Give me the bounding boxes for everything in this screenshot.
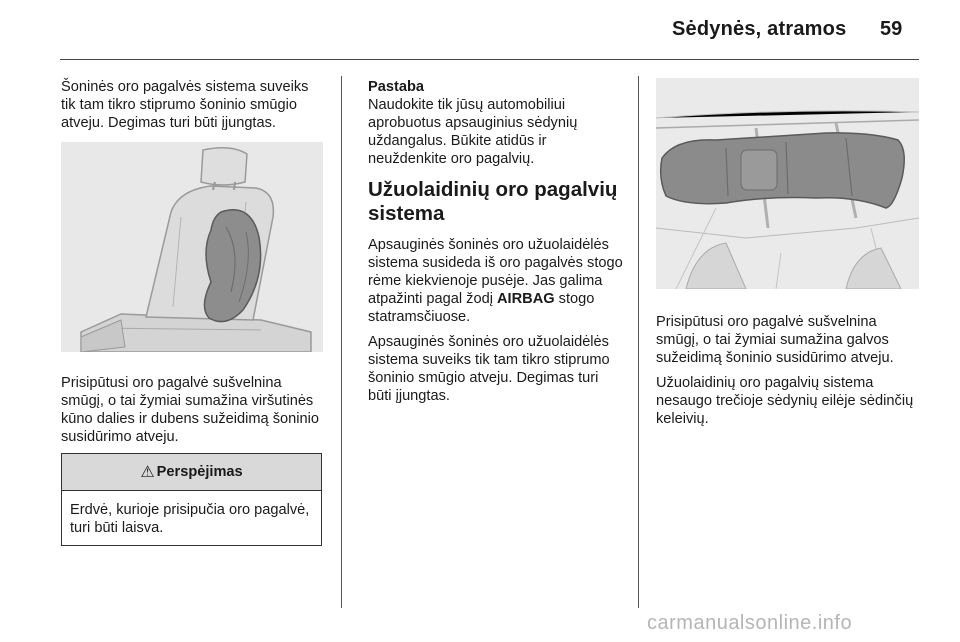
side-airbag-illustration — [61, 142, 323, 352]
intro-paragraph: Šoninės oro pagalvės sistema suveiks tik tam tikro stiprumo šoninio smūgio atveju. Degimas turi būti įjungtas. — [61, 79, 309, 131]
description-text: Apsauginės šoninės oro užuolaidėlės sistema susideda iš oro pagalvės stogo rėme kiekvienoje pusėje. Jas galima atpažinti pagal žodį — [368, 237, 623, 307]
header-divider — [60, 59, 919, 60]
note-text: Naudokite tik jūsų automobiliui aprobuotus apsauginius sėdynių uždangalus. Būkite atidūs ir neuždenkite oro pagalvių. — [368, 97, 578, 167]
column-right — [656, 78, 922, 435]
warning-triangle-icon: ⚠ — [140, 464, 155, 481]
figure-caption: Prisipūtusi oro pagalvė sušvelnina smūgį, o tai žymiai sumažina galvos sužeidimą šoninio susidūrimo atveju. — [656, 314, 894, 366]
curtain-airbag-activation: Apsauginės šoninės oro užuolaidėlės sistema suveiks tik tam tikro stiprumo šoninio smūgio atveju. Degimas turi būti įjungtas. — [368, 334, 610, 404]
column-divider — [638, 76, 639, 608]
warning-body — [62, 491, 321, 545]
page-number: 59 — [880, 18, 903, 40]
warning-text: Erdvė, kurioje prisipučia oro pagalvė, turi būti laisva. — [70, 502, 310, 536]
figure-caption: Prisipūtusi oro pagalvė sušvelnina smūgį, o tai žymiai sumažina viršutinės kūno dalies ir dubens sužeidimą šoninio susidūrimo atveju. — [61, 375, 319, 445]
warning-box — [61, 453, 322, 546]
third-row-note: Užuolaidinių oro pagalvių sistema nesaugo trečioje sėdynių eilėje sėdinčių keleivių. — [656, 375, 914, 427]
column-middle — [368, 78, 623, 412]
curtain-airbag-description — [368, 236, 623, 326]
page-title: Sėdynės, atramos — [672, 18, 847, 40]
warning-header — [62, 454, 321, 491]
note-title: Pastaba — [368, 79, 424, 95]
watermark: carmanualsonline.info — [647, 612, 853, 634]
curtain-airbag-illustration — [656, 78, 919, 289]
column-left — [61, 78, 326, 546]
airbag-keyword: AIRBAG — [497, 291, 555, 307]
description-text-end: stogo statramsčiuose. — [368, 291, 595, 325]
warning-title: Perspėjimas — [156, 464, 243, 480]
section-heading: Užuolaidinių oro pagalvių sistema — [368, 178, 618, 225]
column-divider — [341, 76, 342, 608]
